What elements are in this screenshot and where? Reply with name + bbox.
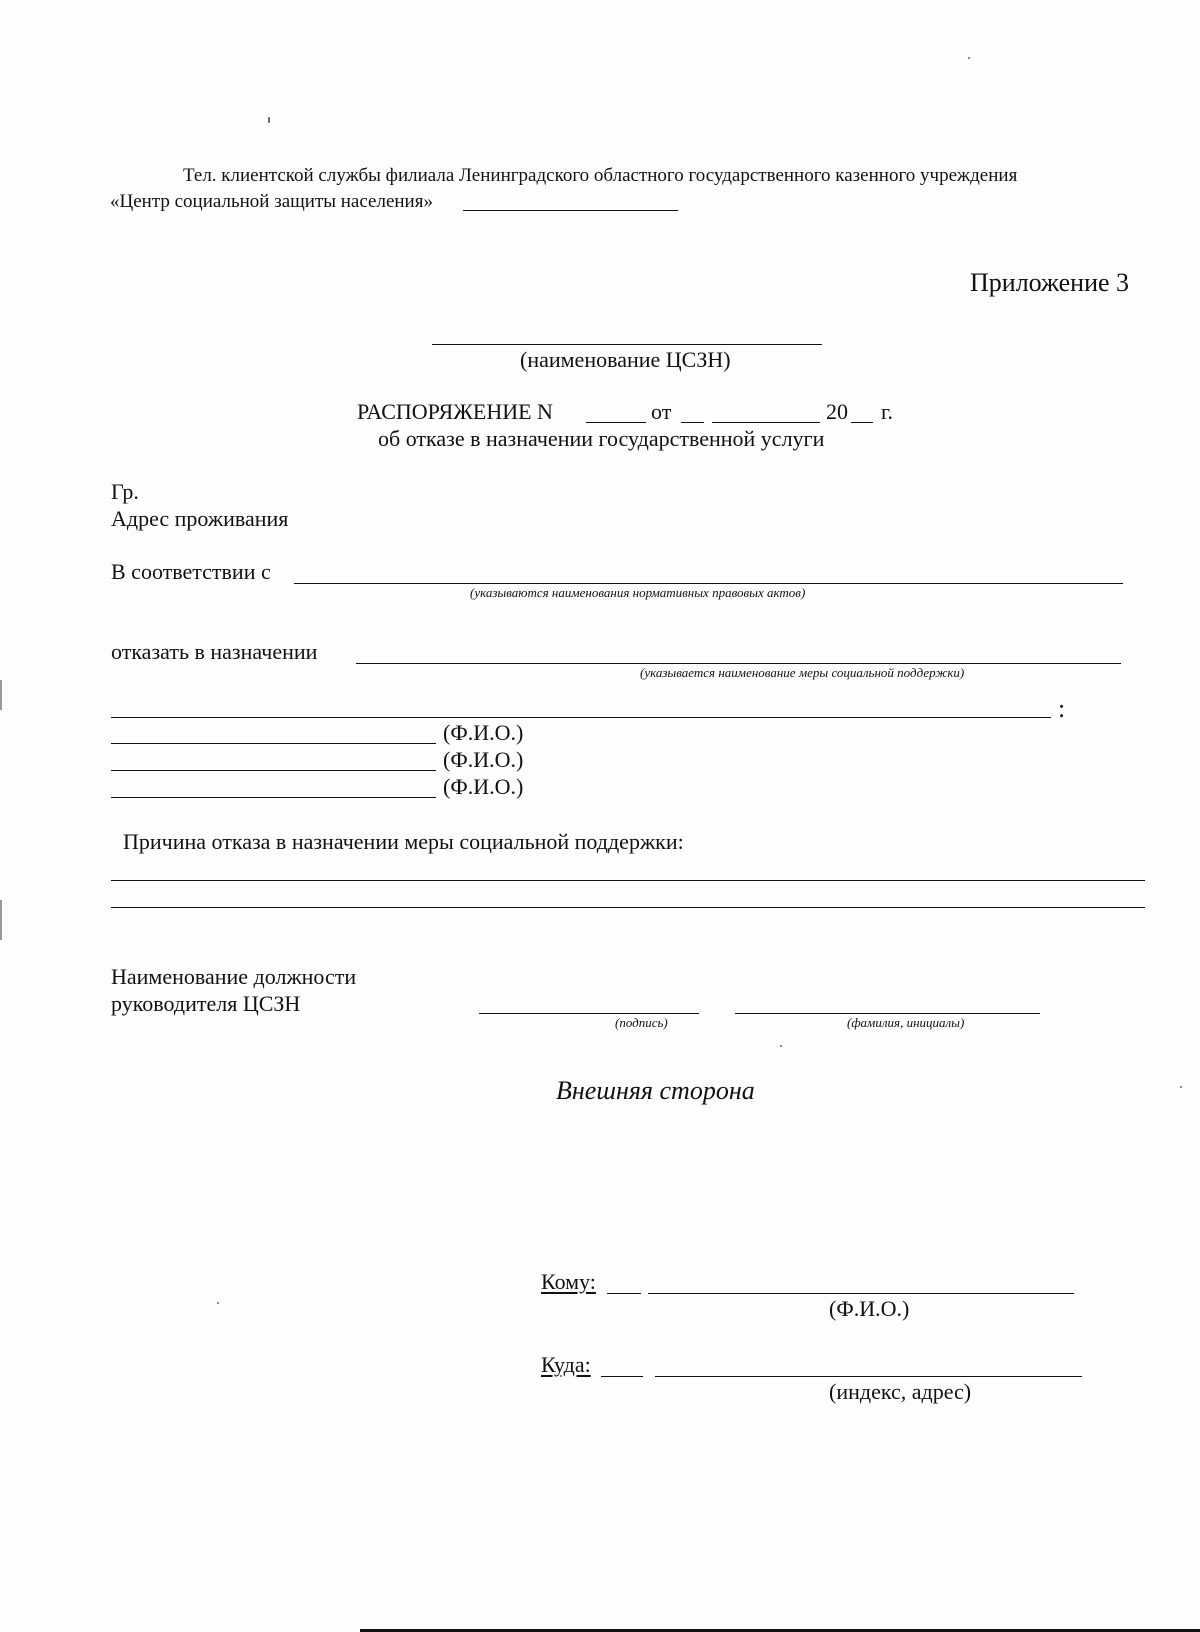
order-word: РАСПОРЯЖЕНИЕ N bbox=[357, 399, 553, 424]
head-name-blank bbox=[735, 1013, 1040, 1014]
phone-blank bbox=[463, 210, 678, 211]
address-label: Адрес проживания bbox=[111, 506, 289, 531]
dust-speck bbox=[968, 57, 970, 59]
where-blank bbox=[655, 1376, 1082, 1377]
fio-blank-1 bbox=[111, 743, 436, 744]
header-line-1: Тел. клиентской службы филиала Ленинградского областного государственного казенного учреждения bbox=[183, 165, 1018, 186]
header-line-2: «Центр социальной защиты населения» bbox=[110, 191, 433, 212]
dust-speck bbox=[1180, 1086, 1182, 1088]
appendix-label: Приложение 3 bbox=[970, 268, 1130, 297]
fio-label-3: (Ф.И.О.) bbox=[443, 774, 524, 799]
order-month-blank bbox=[712, 422, 820, 423]
fio-label-2: (Ф.И.О.) bbox=[443, 747, 524, 772]
to-blank bbox=[648, 1293, 1074, 1294]
scan-edge bbox=[0, 900, 2, 940]
refuse-label: отказать в назначении bbox=[111, 639, 318, 664]
where-label-tail bbox=[601, 1376, 643, 1377]
signature-hint: (подпись) bbox=[615, 1015, 668, 1030]
where-hint: (индекс, адрес) bbox=[829, 1379, 972, 1404]
refuse-hint: (указывается наименование меры социальной поддержки) bbox=[640, 665, 965, 680]
fio-blank-3 bbox=[111, 797, 436, 798]
head-name-hint: (фамилия, инициалы) bbox=[847, 1015, 965, 1030]
accordance-blank bbox=[294, 583, 1123, 584]
dust-speck bbox=[217, 1302, 219, 1304]
order-year-prefix: 20 bbox=[826, 399, 848, 424]
org-caption: (наименование ЦСЗН) bbox=[520, 347, 731, 372]
refuse-colon: : bbox=[1058, 694, 1066, 723]
reason-blank-1 bbox=[111, 880, 1145, 881]
fio-blank-2 bbox=[111, 770, 436, 771]
head-title-line-1: Наименование должности bbox=[111, 964, 357, 989]
order-number-blank bbox=[586, 422, 646, 423]
order-year-blank bbox=[851, 422, 873, 423]
head-title-line-2: руководителя ЦСЗН bbox=[111, 991, 301, 1016]
order-from: от bbox=[651, 399, 672, 424]
scan-edge bbox=[0, 680, 2, 710]
reason-label: Причина отказа в назначении меры социальной поддержки: bbox=[123, 829, 684, 854]
to-label: Кому: bbox=[541, 1269, 596, 1294]
outer-side-title: Внешняя сторона bbox=[556, 1076, 755, 1105]
reason-blank-2 bbox=[111, 907, 1145, 908]
signature-blank bbox=[479, 1013, 699, 1014]
refuse-blank bbox=[356, 663, 1121, 664]
dust-speck bbox=[780, 1045, 782, 1047]
order-year-suffix: г. bbox=[881, 399, 894, 424]
refuse-continuation-blank bbox=[111, 717, 1051, 718]
accordance-hint: (указываются наименования нормативных правовых актов) bbox=[470, 585, 806, 600]
to-label-tail bbox=[607, 1293, 641, 1294]
where-label: Куда: bbox=[541, 1352, 591, 1377]
order-subtitle: об отказе в назначении государственной услуги bbox=[378, 426, 825, 451]
dust-speck bbox=[268, 117, 270, 123]
to-hint: (Ф.И.О.) bbox=[829, 1296, 910, 1321]
fio-label-1: (Ф.И.О.) bbox=[443, 720, 524, 745]
org-name-blank bbox=[432, 344, 822, 345]
order-day-blank bbox=[681, 422, 704, 423]
accordance-label: В соответствии с bbox=[111, 559, 271, 584]
citizen-label: Гр. bbox=[111, 479, 139, 504]
